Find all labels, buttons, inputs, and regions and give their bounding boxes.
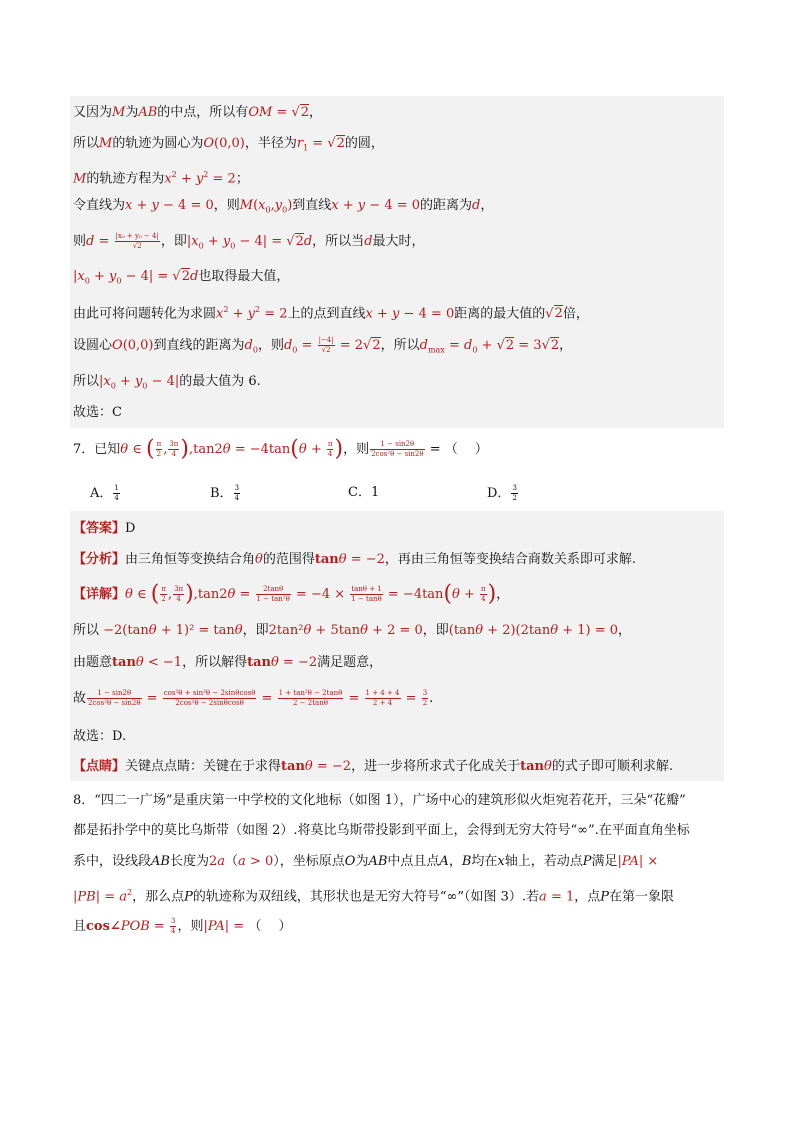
q7-detail-3: 由题意tanθ < −1，所以解得tanθ = −2满足题意， (73, 655, 383, 670)
q7-detail-1: 【详解】θ ∈ ( $\frac{\pi}{2}$ , $\frac{3\pi}{4}$ ),tan2θ = $\frac{2\tan\theta}{\text{1 − tan²θ}}$ = −4 × $\frac{\tan\theta + 1}{1 - \tan\theta}$ = −4tan(θ + $\frac{\pi}{4}$ )， (73, 581, 510, 607)
analysis-tag: 【分析】 (73, 552, 126, 567)
q8-line-4: $|PB| = a^2$，那么点P的轨迹称为双纽线，其形状也是无穷大符号“∞”（如图 3）.若a = 1，点P在第一象限 (73, 888, 675, 905)
sol6-line-8: 设圆心O(0,0)到直线的距离为$d_0$，则$d_0$ = $\frac{|-4|}{√2}$ = 2√2，所以$d_{max} = d_0 + √2 = 3√2$， (73, 336, 573, 355)
sol6-line-5: 则d = $\frac{\text{|x₀ + y₀ − 4|}}{√2}$ ，即$|x_0 + y_0 - 4| = √2d$，所以当d最大时， (73, 232, 425, 251)
q7-option-c[interactable] (348, 484, 379, 502)
q7-detail-4: 故 $\frac{1 - \sin 2\theta}{\text{2cos²θ − sin2θ}}$ = $\frac{\text{cos²θ + sin²θ − 2sinθcosθ}}{\text{2cos²θ − 2sinθcosθ}}$ = $\frac{\text{1 + tan²θ − 2tanθ}}{2 - 2\tan\theta}$ = $\frac{1 + 4 + 4}{2 + 4}$ = $\frac{3}{2}$ . (73, 689, 434, 707)
answer-value: D (125, 521, 136, 536)
sol6-line-4: 令直线为x + y − 4 = 0，则$M(x_0,y_0)$到直线x + y − 4 = 0的距离为d， (73, 198, 494, 215)
option-c-label: C． (348, 485, 371, 500)
q8-line-3: 系中，设线段AB长度为2a（a > 0），坐标原点O为AB中点且点A，B均在x轴上，若动点P满足|PA| × (73, 854, 659, 869)
sol6-line-7: 由此可将问题转化为求圆$x^2 + y^2 = 2$上的点到直线x + y − 4 = 0距离的最大值的√2倍， (73, 305, 589, 322)
q8-line-2: 都是拓扑学中的莫比乌斯带（如图 2）.将莫比乌斯带投影到平面上，会得到无穷大符号“∞”.在平面直角坐标 (73, 823, 690, 838)
option-d-label: D． (487, 486, 511, 501)
sol6-line-9: 所以$|x_0 + y_0 - 4|$的最大值为 6. (73, 374, 261, 391)
sol6-line-2: 所以M的轨迹为圆心为O(0,0)，半径为$r_1 = √2$的圆， (73, 136, 384, 153)
answer-tag: 【答案】 (73, 521, 126, 536)
q7-option-d[interactable]: D． $\frac{3}{2}$ (487, 484, 517, 502)
q8-line-5: 且cos∠POB = $\frac{3}{4}$ ，则|PA| = （ ） (73, 917, 292, 935)
option-b-label: B． (210, 486, 233, 501)
q7-point: 【点睛】关键点点睛：关键在于求得tanθ = −2，进一步将所求式子化成关于tanθ的式子即可顺利求解. (73, 759, 673, 774)
q7-option-a[interactable]: A． $\frac{1}{4}$ (90, 484, 119, 502)
q7-stem: 7．已知θ ∈ ( $\frac{\pi}{2}$ , $\frac{3\pi}{4}$ ),tan2θ = −4tan(θ + $\frac{\pi}{4}$ )，则 $\frac{1 - \sin 2\theta}{\text{2cos²θ − sin2θ}}$ = （ ） (73, 436, 488, 462)
sol6-line-3: M的轨迹方程为$x^2 + y^2 = 2$； (73, 170, 249, 187)
option-c-value: 1 (370, 485, 380, 500)
sol6-choice: 故选：C (73, 405, 122, 420)
q7-choice: 故选：D. (73, 729, 127, 744)
detail-tag: 【详解】 (73, 587, 126, 602)
point-tag: 【点睛】 (73, 759, 126, 774)
q8-line-1: 8．“四二一广场”是重庆第一中学校的文化地标（如图 1），广场中心的建筑形似火炬宛若花开，三朵“花瓣” (73, 793, 686, 808)
sol6-line-1: 又因为M为AB的中点，所以有OM = √2， (73, 105, 323, 120)
q7-detail-2: 所以 −2(tanθ + 1)² = tanθ，即2tan²θ + 5tanθ + 2 = 0，即(tanθ + 2)(2tanθ + 1) = 0， (73, 623, 632, 638)
option-a-label: A． (90, 486, 113, 501)
sol6-line-6: $|x_0 + y_0 - 4| = √2d$也取得最大值， (73, 269, 290, 286)
q7-option-b[interactable]: B． $\frac{3}{4}$ (210, 484, 240, 502)
q7-analysis: 【分析】由三角恒等变换结合角θ的范围得tanθ = −2，再由三角恒等变换结合商数关系即可求解. (73, 552, 637, 567)
q7-answer (73, 520, 135, 538)
